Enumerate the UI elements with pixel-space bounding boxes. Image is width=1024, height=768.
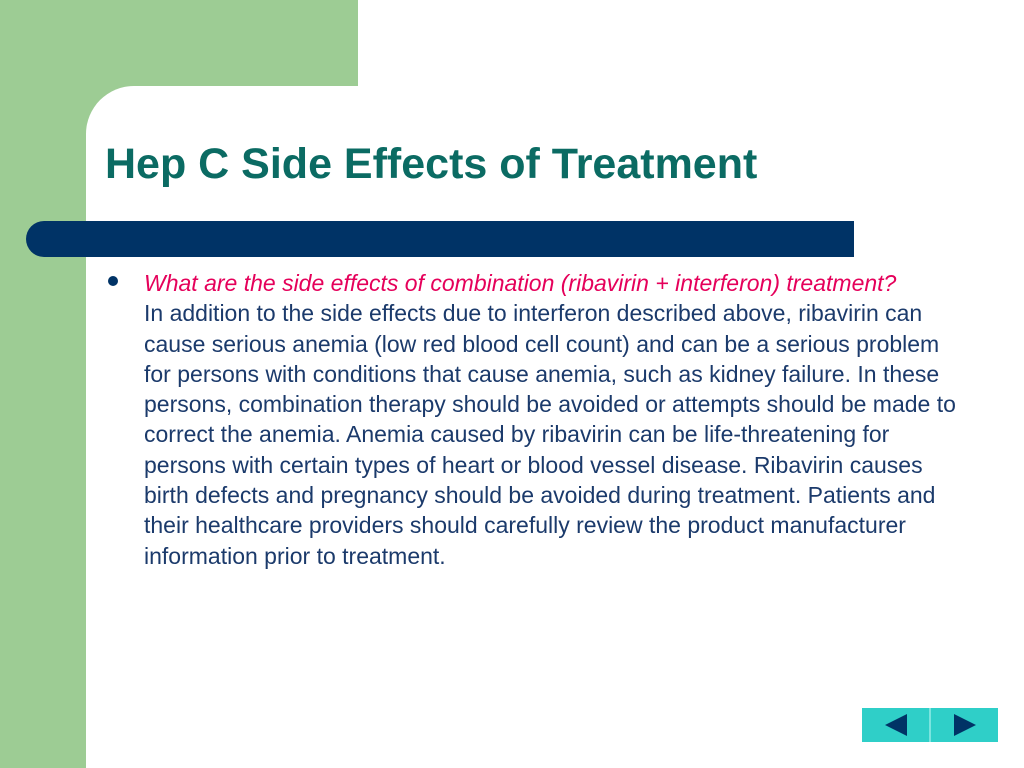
next-slide-button[interactable] [929,708,998,742]
title-underline-bar [26,221,854,257]
bullet-icon [108,276,118,286]
question-text: What are the side effects of combination (ribavirin + interferon) treatment? [144,270,897,296]
answer-text: In addition to the side effects due to interferon described above, ribavirin can cause serious anemia (low red blood cell count) and can be a serious problem for persons with conditions that cause anemia, such as kidney failure. In these persons, combination therapy should be avoided or attempts should be made to correct the anemia. Anemia caused by ribavirin can be life-threatening for persons with certain types of heart or blood vessel disease. Ribavirin causes birth defects and pregnancy should be avoided during treatment. Patients and their healthcare providers should carefully review the product manufacturer information prior to treatment. [144,300,956,569]
triangle-right-icon [952,713,978,737]
slide-title: Hep C Side Effects of Treatment [105,140,758,188]
previous-slide-button[interactable] [862,708,929,742]
slide-navigation [862,708,998,742]
decorative-green-margin [0,0,86,768]
triangle-left-icon [883,713,909,737]
slide-body [144,268,964,571]
